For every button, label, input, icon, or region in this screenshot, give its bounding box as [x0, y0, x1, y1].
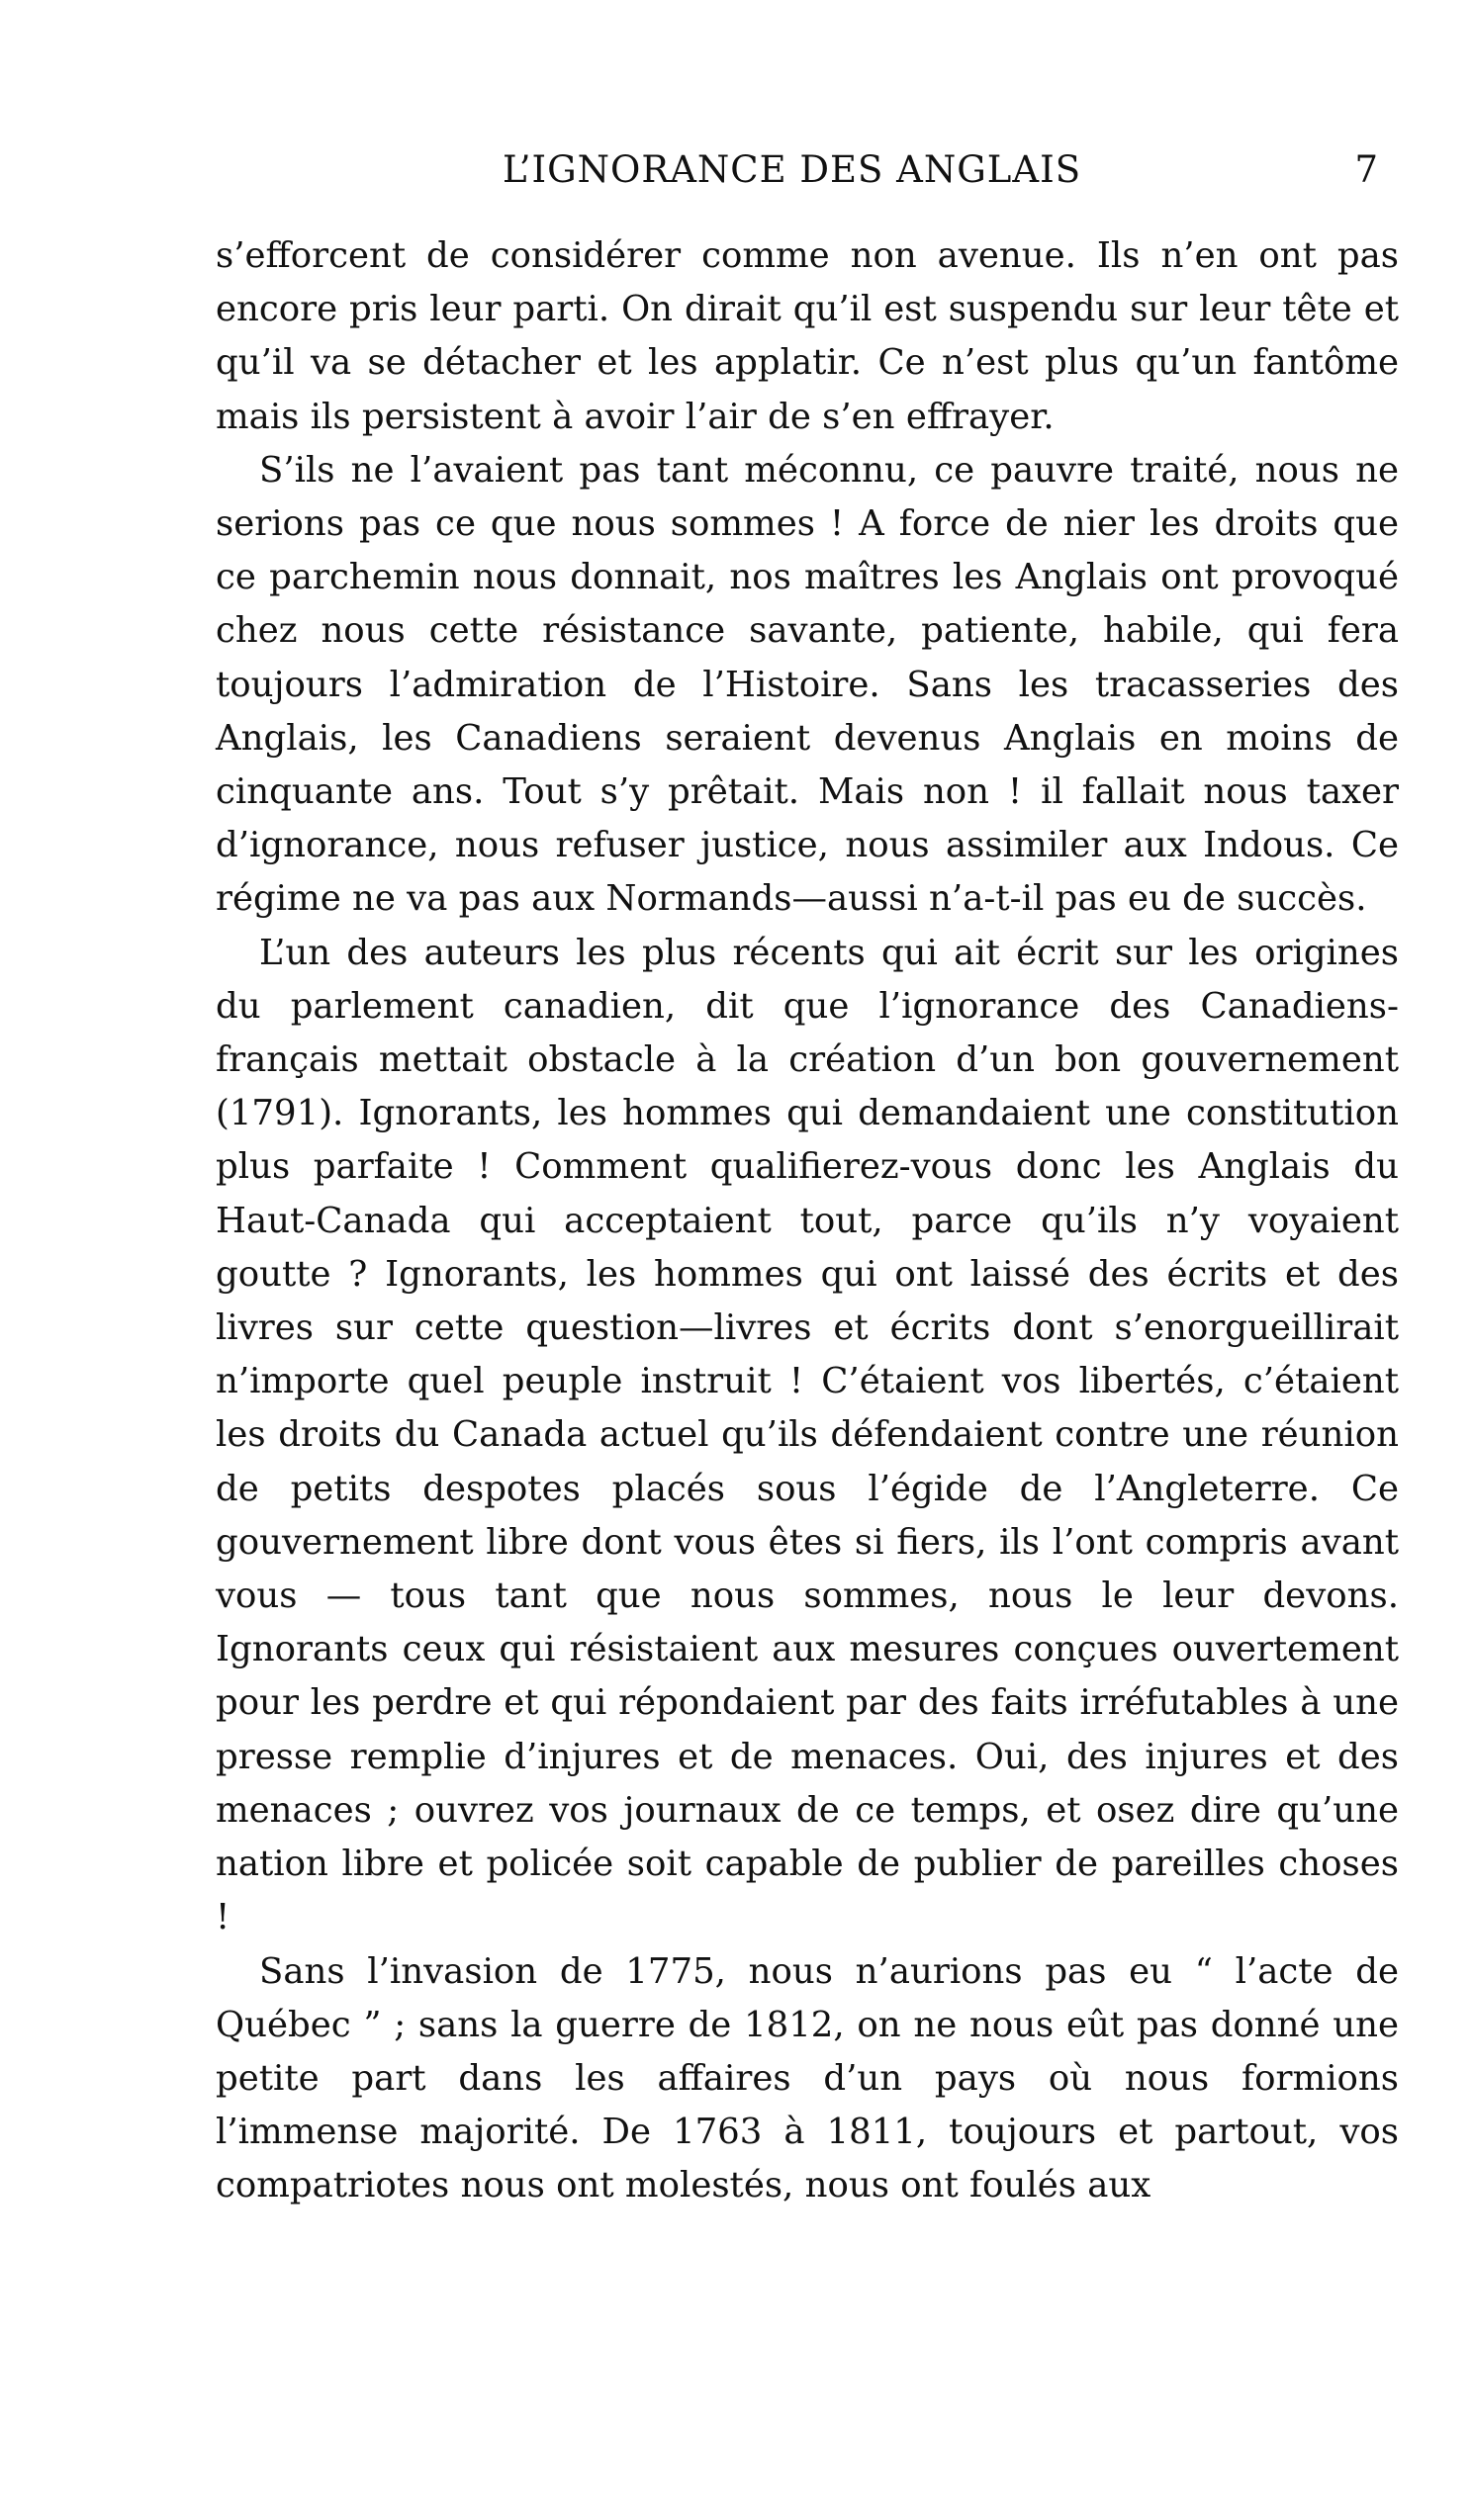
paragraph: Sans l’invasion de 1775, nous n’aurions pas eu “ l’acte de Québec ” ; sans la guerre de 1812, on ne nous eût pas donné une petite part dans les affaires d’un pays où nous formions l’immense majorité. De 1763 à 1811, toujours et partout, vos compatriotes nous ont molestés, nous ont foulés aux: [216, 1950, 1399, 2206]
page-header: [216, 148, 1399, 208]
paragraph: S’ils ne l’avaient pas tant méconnu, ce pauvre traité, nous ne serions pas ce que nous sommes ! A force de nier les droits que ce parchemin nous donnait, nos maîtres les Anglais ont provoqué chez nous cette résistance savante, patiente, habile, qui fera toujours l’admiration de l’Histoire. Sans les tracasseries des Anglais, les Canadiens seraient devenus Anglais en moins de cinquante ans. Tout s’y prêtait. Mais non ! il fallait nous taxer d’ignorance, nous refuser justice, nous assimiler aux Indous. Ce régime ne va pas aux Normands—aussi n’a-t-il pas eu de succès.: [216, 449, 1399, 920]
paragraph-continued: s’efforcent de considérer comme non avenue. Ils n’en ont pas encore pris leur parti. On dirait qu’il est suspendu sur leur tête et qu’il va se détacher et les applatir. Ce n’est plus qu’un fantôme mais ils persistent à avoir l’air de s’en effrayer.: [216, 235, 1399, 437]
book-page: [216, 148, 1399, 2213]
body-text: [216, 229, 1399, 2213]
running-title: L’IGNORANCE DES ANGLAIS: [503, 148, 1082, 191]
paragraph: L’un des auteurs les plus récents qui ait écrit sur les origines du parlement canadien, dit que l’ignorance des Canadiens-français mettait obstacle à la création d’un bon gouvernement (1791). Ignorants, les hommes qui demandaient une constitution plus parfaite ! Comment qualifierez-vous donc les Anglais du Haut-Canada qui acceptaient tout, parce qu’ils n’y voyaient goutte ? Ignorants, les hommes qui ont laissé des écrits et des livres sur cette question—livres et écrits dont s’enorgueillirait n’importe quel peuple instruit ! C’étaient vos libertés, c’étaient les droits du Canada actuel qu’ils défendaient contre une réunion de petits despotes placés sous l’égide de l’Angleterre. Ce gouvernement libre dont vous êtes si fiers, ils l’ont compris avant vous — tous tant que nous sommes, nous le leur devons. Ignorants ceux qui résistaient aux mesures conçues ouvertement pour les perdre et qui répondaient par des faits irréfutables à une presse remplie d’injures et de menaces. Oui, des injures et des menaces ; ouvrez vos journaux de ce temps, et osez dire qu’une nation libre et policée soit capable de publier de pareilles choses !: [216, 932, 1399, 1938]
page-number: 7: [1354, 148, 1379, 191]
